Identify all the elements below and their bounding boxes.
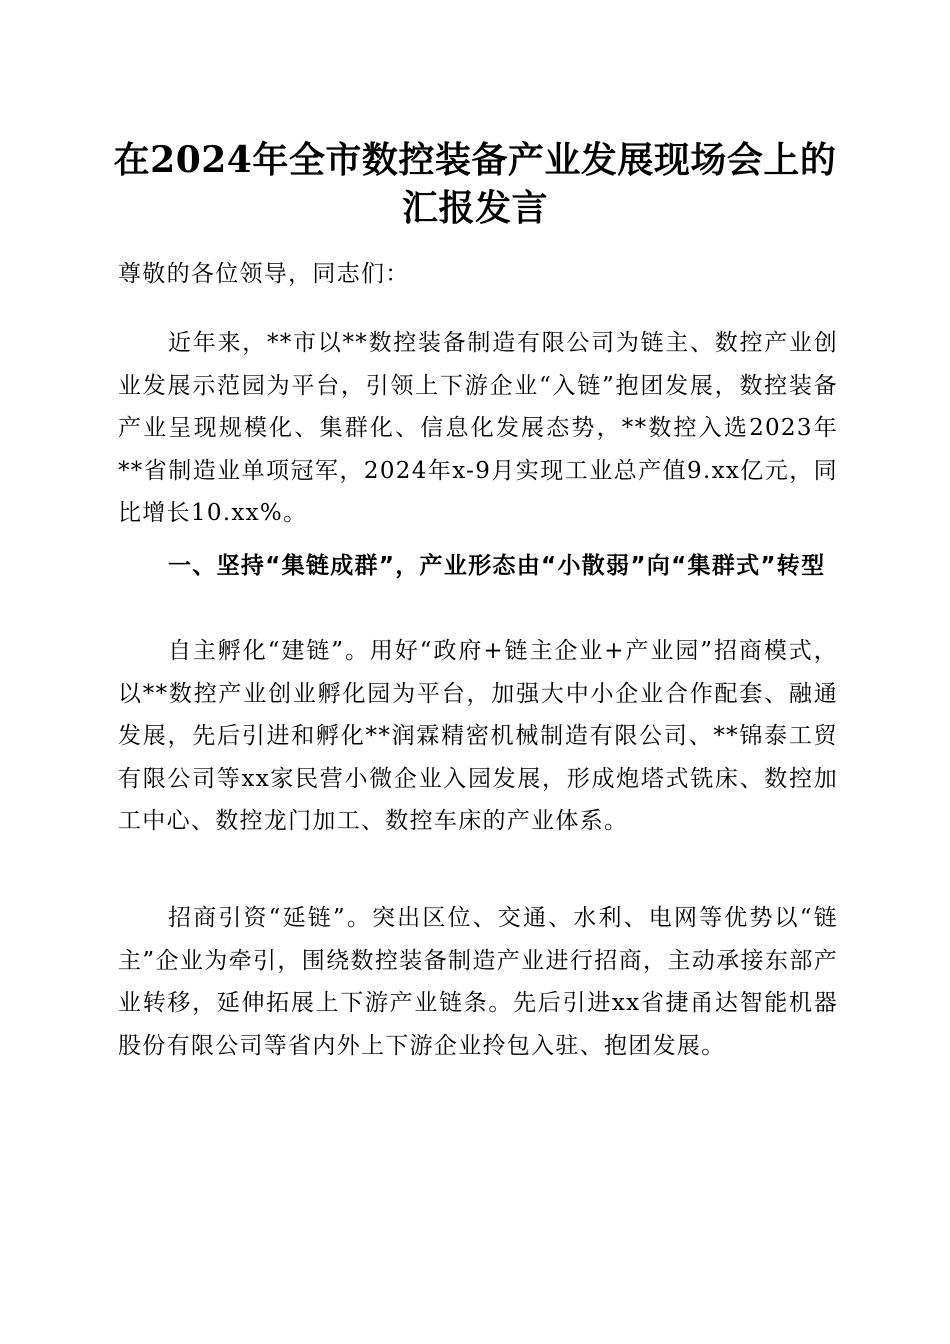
salutation: 尊敬的各位领导，同志们： [118,261,410,287]
section-paragraph-build-chain: 自主孵化“建链”。用好“政府+链主企业+产业园”招商模式，以**数控产业创业孵化园为平台，加强大中小企业合作配套、融通发展，先后引进和孵化**润霖精密机械制造有限公司、**锦泰工贸有限公司等xx家民营小微企业入园发展，形成炮塔式铣床、数控加工中心、数控龙门加工、数控车床的产业体系。 [118,638,838,834]
section-heading: 一、坚持“集链成群”，产业形态由“小散弱”向“集群式”转型 [168,553,826,579]
intro-paragraph: 近年来，**市以**数控装备制造有限公司为链主、数控产业创业发展示范园为平台，引领上下游企业“入链”抱团发展，数控装备产业呈现规模化、集群化、信息化发展态势，**数控入选2023年**省制造业单项冠军，2024年x-9月实现工业总产值9.xx亿元，同比增长10.xx%。 [118,330,838,526]
section-paragraph-extend-chain: 招商引资“延链”。突出区位、交通、水利、电网等优势以“链主”企业为牵引，围绕数控装备制造产业进行招商，主动承接东部产业转移，延伸拓展上下游产业链条。先后引进xx省捷甬达智能机器股份有限公司等省内外上下游企业拎包入驻、抱团发展。 [118,905,838,1059]
document-title-line-1: 在2024年全市数控装备产业发展现场会上的 [113,139,837,181]
document-title-line-2: 汇报发言 [401,187,548,229]
